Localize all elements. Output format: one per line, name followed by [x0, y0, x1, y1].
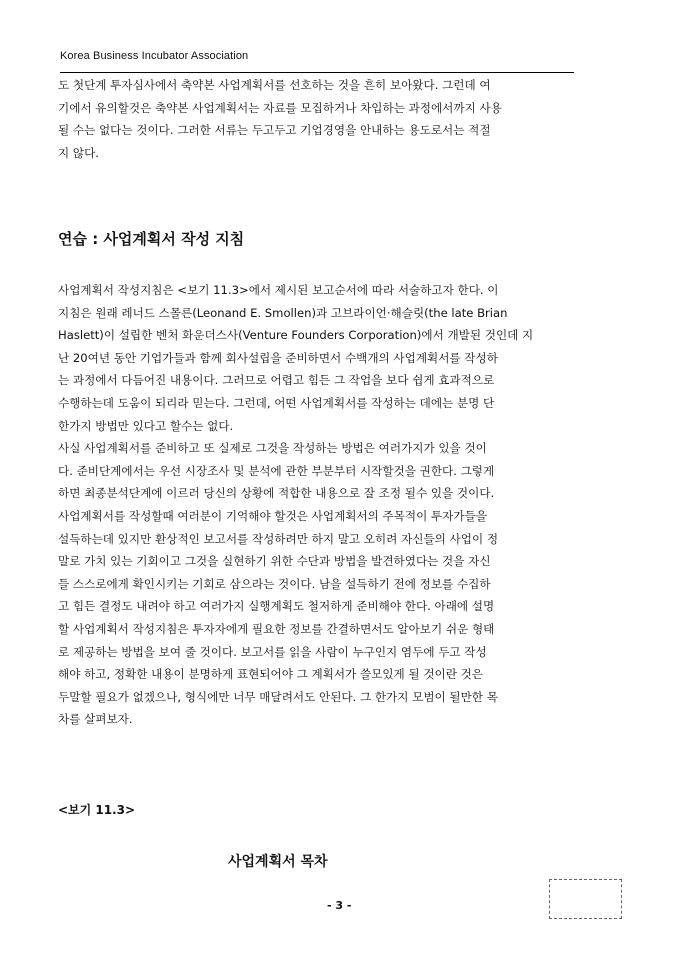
header-rule — [60, 72, 574, 73]
main-text — [58, 279, 624, 731]
text-line: 사실 사업계획서를 준비하고 또 실제로 그것을 작성하는 방법은 여러가지가 있을 것이 — [58, 441, 487, 456]
text-line: 들 스스로에게 확인시키는 기회로 삼으라는 것이다. 남을 설득하기 전에 정보를 수집하 — [58, 576, 491, 591]
text-line: 될 수는 없다는 것이다. 그러한 서류는 두고두고 기업경영을 안내하는 용도로서는 적절 — [58, 123, 491, 138]
text-line: 지 않다. — [58, 145, 99, 160]
text-line: Haslett)이 설립한 벤처 화운더스사(Venture Founders Corporation)에서 개발된 것인데 지 — [58, 328, 534, 343]
text-line: 다. 준비단계에서는 우선 시장조사 및 분석에 관한 부분부터 시작할것을 권한다. 그렇게 — [58, 463, 495, 478]
text-line: 한가지 방법만 있다고 할수는 없다. — [58, 418, 234, 433]
text-line: 하면 최종분석단계에 이르러 당신의 상황에 적합한 내용으로 잘 조정 될수 있을 것이다. — [58, 486, 495, 501]
text-line: 할 사업계획서 작성지침은 투자자에게 필요한 정보를 간결하면서도 알아보기 쉬운 형태 — [58, 621, 495, 636]
toc-title: 사업계획서 목차 — [228, 854, 328, 870]
intro-paragraph — [58, 74, 624, 164]
text-line: 사업계획서를 작성할때 여러분이 기억해야 할것은 사업계획서의 주목적이 투자가들을 — [58, 508, 487, 523]
section-heading: 연습 : 사업계획서 작성 지침 — [58, 230, 245, 248]
text-line: 지침은 원래 레너드 스몰른(Leonand E. Smollen)과 고브라이언·해슬릿(the late Brian — [58, 305, 508, 320]
text-line: 수행하는데 도움이 되리라 믿는다. 그런데, 어떤 사업계획서를 작성하는 데에는 분명 단 — [58, 395, 495, 410]
text-line: 말로 가치 있는 기회이고 그것을 실현하기 위한 수단과 방법을 발견하였다는 것을 자신 — [58, 554, 491, 569]
dashed-box — [549, 879, 622, 919]
text-line: 로 제공하는 방법을 보여 줄 것이다. 보고서를 읽을 사람이 누구인지 염두에 두고 작성 — [58, 644, 487, 659]
text-line: 기에서 유의할것은 축약본 사업계획서는 자료를 모집하거나 차입하는 과정에서까지 사용 — [58, 100, 502, 115]
text-line: 도 첫단계 투자심사에서 축약본 사업계획서를 선호하는 것을 흔히 보아왔다. 그런데 여 — [58, 78, 491, 92]
running-header: Korea Business Incubator Association — [60, 50, 249, 62]
figure-reference-label: <보기 11.3> — [58, 803, 136, 817]
text-line: 사업계획서 작성지침은 <보기 11.3>에서 제시된 보고순서에 따라 서술하고자 한다. 이 — [58, 283, 499, 297]
text-line: 차를 살펴보자. — [58, 712, 133, 727]
text-line: 해야 하고, 정확한 내용이 분명하게 표현되어야 그 계획서가 쓸모있게 될 것이란 것은 — [58, 667, 484, 682]
text-line: 설득하는데 있지만 환상적인 보고서를 작성하려만 하지 말고 오히려 자신들의 사업이 정 — [58, 531, 499, 546]
text-line: 고 힘든 결정도 내려야 하고 여러가지 실행계획도 철저하게 준비해야 한다. 아래에 설명 — [58, 599, 495, 614]
text-line: 는 과정에서 다듬어진 내용이다. 그러므로 어렵고 힘든 그 작업을 보다 쉽게 효과적으로 — [58, 373, 495, 388]
text-line: 난 20여년 동안 기업가들과 함께 회사설립을 준비하면서 수백개의 사업계획서를 작성하 — [58, 350, 498, 365]
text-line: 두말할 필요가 없겠으나, 형식에만 너무 매달려서도 안된다. 그 한가지 모범이 될만한 목 — [58, 689, 498, 704]
page-number: - 3 - — [327, 899, 352, 912]
